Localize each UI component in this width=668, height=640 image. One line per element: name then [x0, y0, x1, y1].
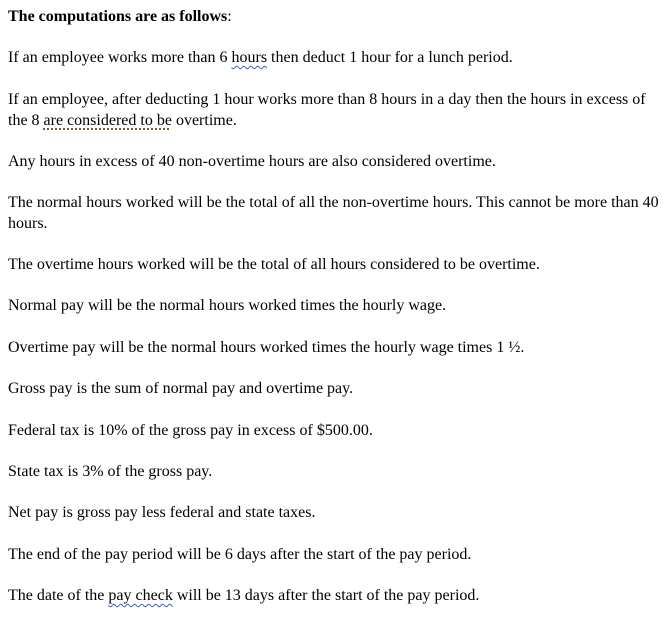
grammar-flag-pay-check[interactable]: pay check [108, 587, 173, 604]
rule-lunch-deduction [8, 47, 660, 68]
rule-paycheck-text-after: will be 13 days after the start of the pay period. [172, 587, 480, 604]
rule-normal-hours: The normal hours worked will be the total of all the non-overtime hours. This cannot be more than 40 hours. [8, 194, 659, 232]
rule-federal-tax: Federal tax is 10% of the gross pay in excess of $500.00. [8, 422, 373, 439]
rule-lunch-text-before: If an employee works more than 6 [8, 49, 232, 66]
rule-weekly-overtime: Any hours in excess of 40 non-overtime hours are also considered overtime. [8, 153, 496, 170]
rule-daily-overtime [8, 89, 660, 131]
rule-paycheck-text-before: The date of the [8, 587, 109, 604]
rule-pay-period-end: The end of the pay period will be 6 days after the start of the pay period. [8, 546, 472, 563]
rule-normal-pay: Normal pay will be the normal hours worked times the hourly wage. [8, 297, 447, 314]
rule-overtime-pay: Overtime pay will be the normal hours worked times the hourly wage times 1 ½. [8, 339, 525, 356]
rule-state-tax: State tax is 3% of the gross pay. [8, 463, 213, 480]
rule-overtime-hours: The overtime hours worked will be the total of all hours considered to be overtime. [8, 256, 540, 273]
heading-paragraph [8, 6, 660, 27]
heading-bold-text: The computations are as follows [8, 8, 228, 25]
rule-daily-text-after: overtime. [171, 112, 237, 129]
heading-colon: : [227, 8, 232, 25]
rule-gross-pay: Gross pay is the sum of normal pay and overtime pay. [8, 380, 354, 397]
grammar-flag-are-considered[interactable]: are considered to be [43, 112, 172, 129]
rule-daily-text-before: If an employee, after deducting 1 hour works more than 8 hours in a day then the hours in excess of the 8 [8, 91, 646, 129]
grammar-flag-hours[interactable]: hours [231, 49, 268, 66]
rule-lunch-text-after: then deduct 1 hour for a lunch period. [267, 49, 513, 66]
rule-net-pay: Net pay is gross pay less federal and state taxes. [8, 504, 316, 521]
rule-pay-check-date [8, 585, 660, 606]
